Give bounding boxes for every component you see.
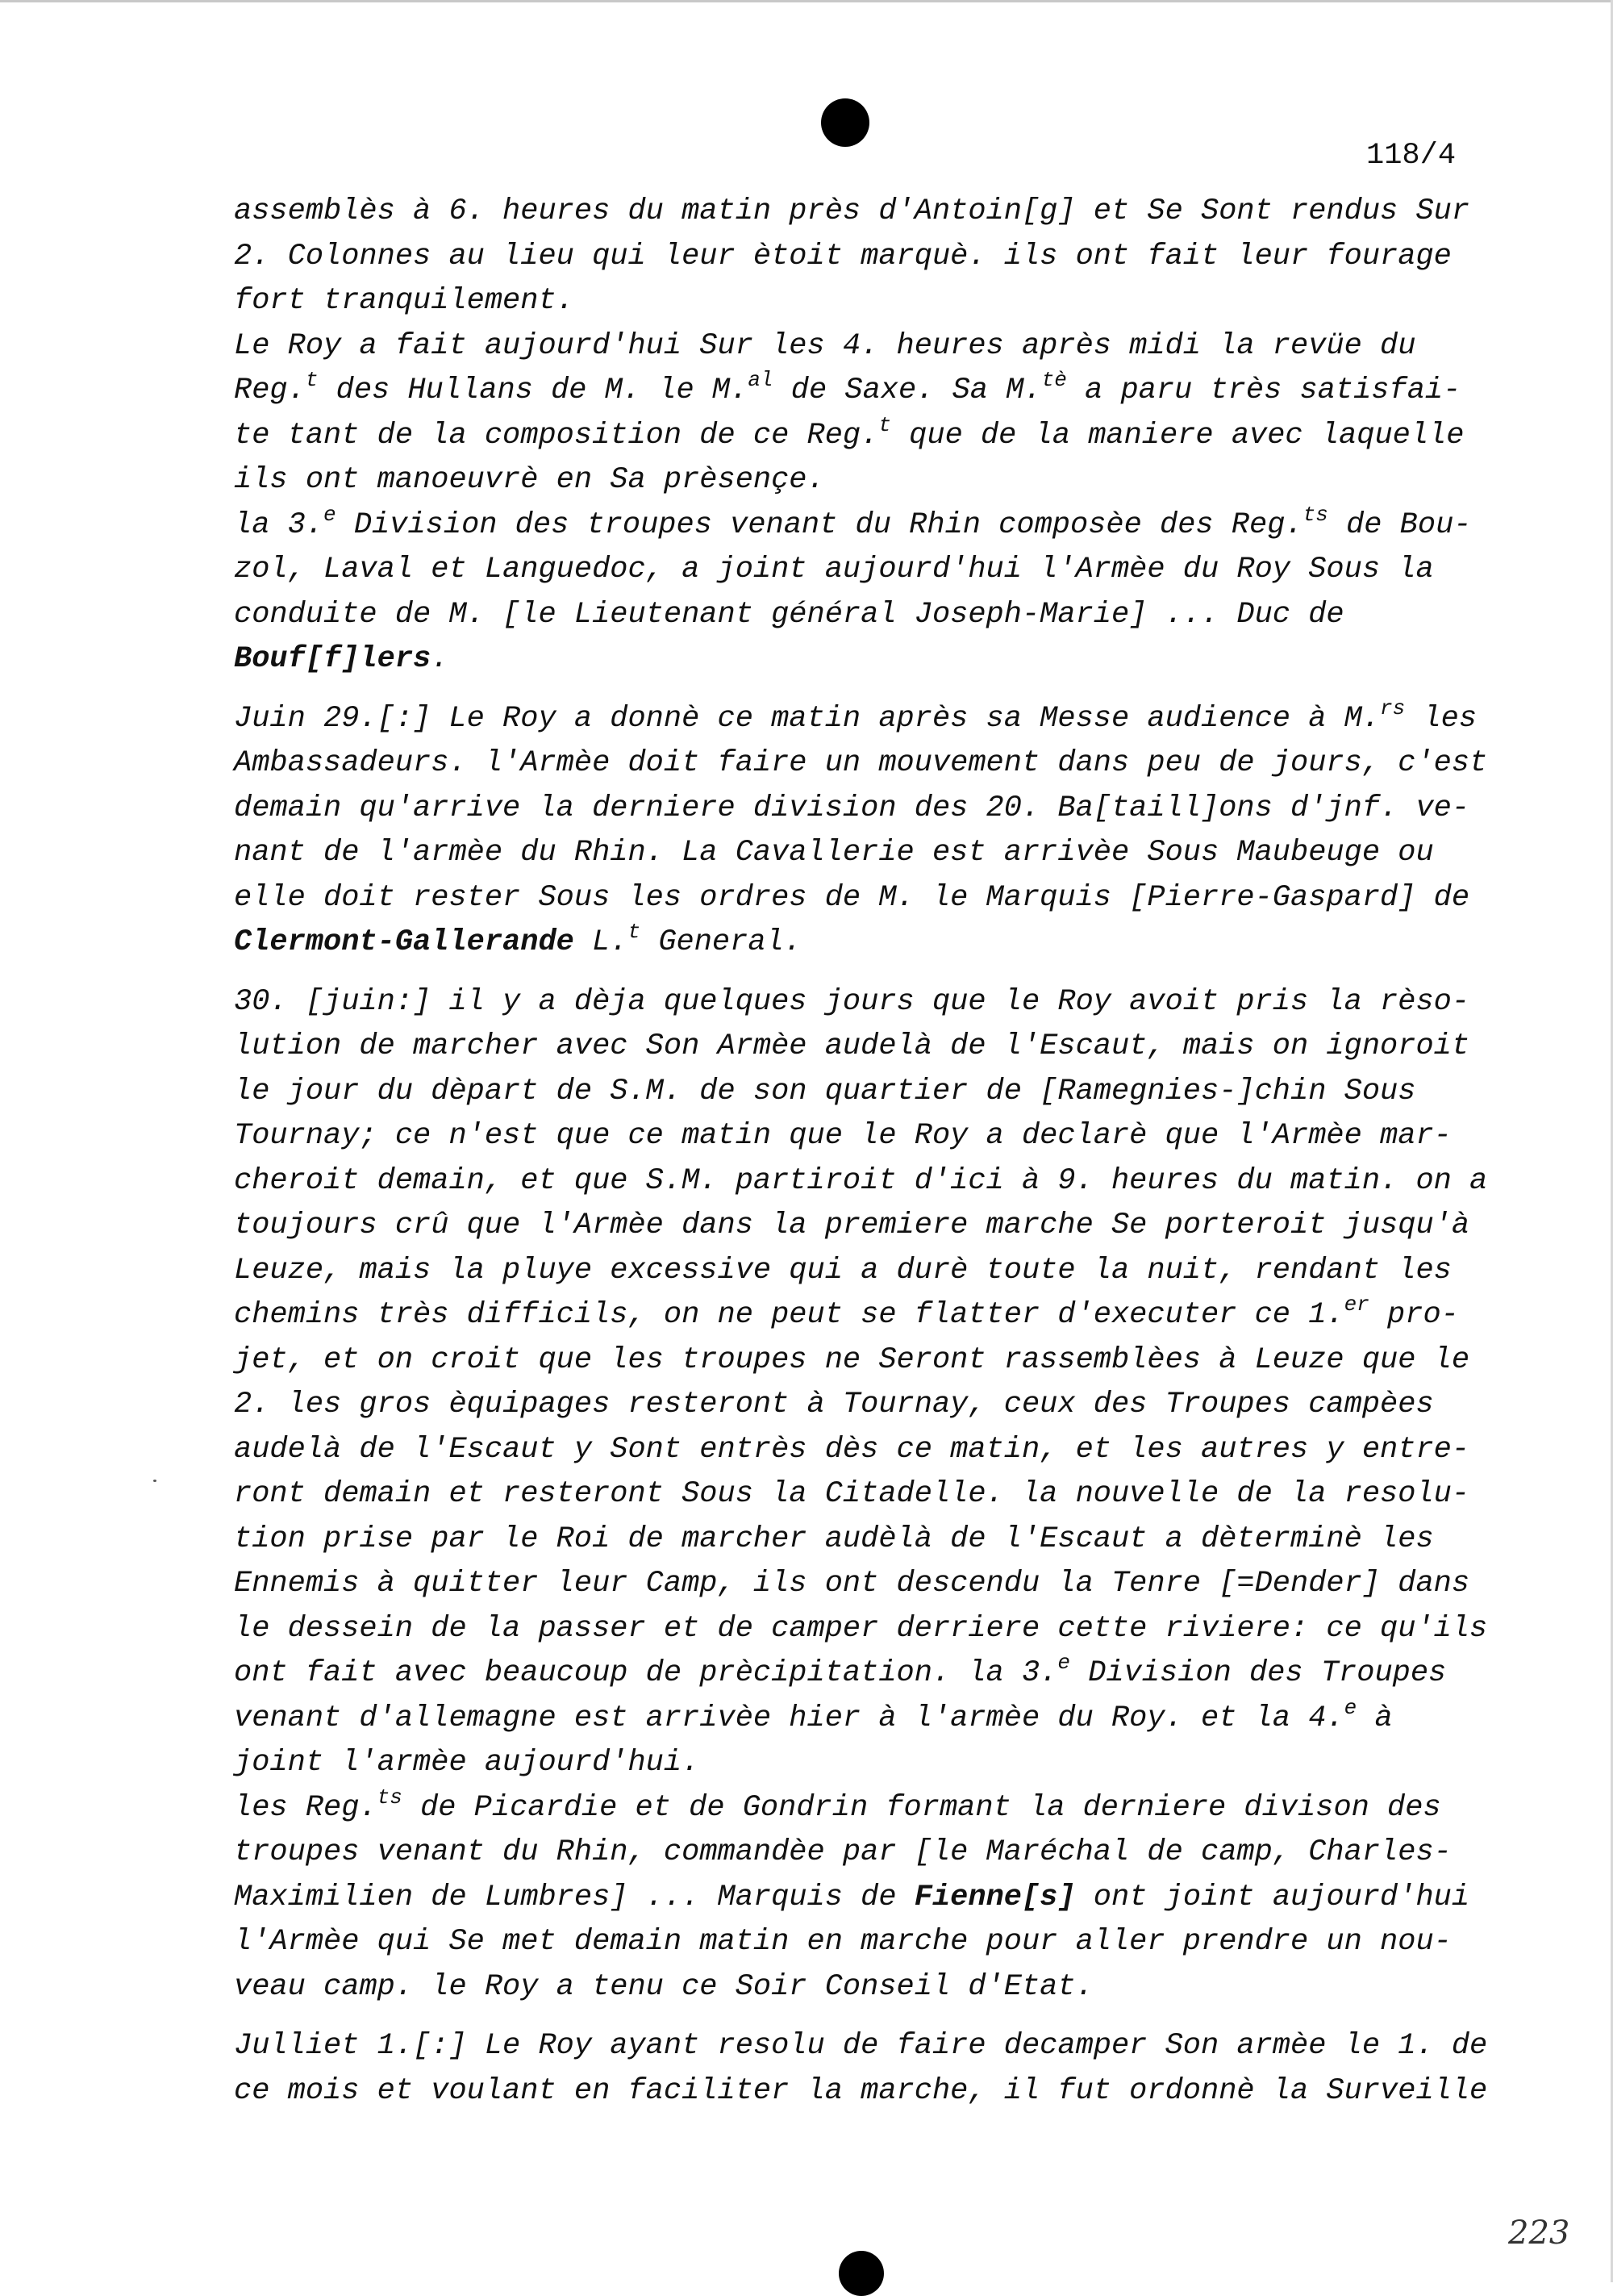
text-segment: demain qu'arrive la derniere division des 20. Ba[taill]ons d'jnf. ve- bbox=[234, 791, 1470, 825]
text-line bbox=[234, 2024, 1488, 2069]
text-line bbox=[234, 980, 1488, 1025]
text-line bbox=[234, 1741, 1488, 1786]
text-line bbox=[234, 1920, 1488, 1965]
text-line bbox=[234, 1159, 1488, 1204]
text-segment: de Picardie et de Gondrin formant la derniere divison des bbox=[402, 1790, 1441, 1825]
text-segment: Leuze, mais la pluye excessive qui a durè toute la nuit, rendant les bbox=[234, 1253, 1452, 1288]
text-segment: Reg. bbox=[234, 374, 306, 407]
text-segment: ils ont manoeuvrè en Sa prèsençe. bbox=[234, 463, 825, 497]
text-segment: chemins très difficils, on ne peut se flatter d'executer ce 1. bbox=[234, 1298, 1344, 1332]
text-line bbox=[234, 1070, 1488, 1115]
text-line bbox=[234, 1472, 1488, 1517]
text-segment: fort tranquilement. bbox=[234, 284, 574, 318]
text-segment: te tant de la composition de ce Reg. bbox=[234, 418, 879, 453]
text-segment: 30. [juin:] il y a dèja quelques jours que le Roy avoit pris la rèso- bbox=[234, 984, 1470, 1019]
text-segment: venant d'allemagne est arrivèe hier à l'armèe du Roy. et la 4. bbox=[234, 1701, 1344, 1735]
text-segment: tion prise par le Roi de marcher audèlà de l'Escaut a dèterminè les bbox=[234, 1522, 1434, 1556]
superscript: al bbox=[748, 368, 773, 392]
text-line bbox=[234, 2069, 1488, 2114]
text-segment: des Hullans de M. le M. bbox=[318, 374, 748, 407]
text-segment: zol, Laval et Languedoc, a joint aujourd'hui l'Armèe du Roy Sous la bbox=[234, 553, 1434, 587]
text-line bbox=[234, 190, 1488, 235]
text-segment: Julliet 1.[:] Le Roy ayant resolu de faire decamper Son armèe le 1. de bbox=[234, 2029, 1488, 2063]
text-line bbox=[234, 1383, 1488, 1428]
text-line bbox=[234, 1293, 1488, 1338]
text-segment: ont fait avec beaucoup de prècipitation. la 3. bbox=[234, 1656, 1058, 1690]
text-line bbox=[234, 1786, 1488, 1831]
text-segment: Maximilien de Lumbres] ... Marquis de bbox=[234, 1880, 915, 1914]
text-segment: Division des troupes venant du Rhin composèe des Reg. bbox=[336, 507, 1303, 542]
text-segment: le dessein de la passer et de camper derriere cette riviere: ce qu'ils bbox=[234, 1611, 1488, 1646]
text-segment: assemblès à 6. heures du matin près d'Antoin[g] et Se Sont rendus Sur bbox=[234, 194, 1470, 228]
text-line bbox=[234, 831, 1488, 876]
text-segment: les Reg. bbox=[234, 1790, 377, 1825]
text-line bbox=[234, 1607, 1488, 1652]
text-line bbox=[234, 1249, 1488, 1294]
text-line bbox=[234, 1114, 1488, 1159]
text-segment: Tournay; ce n'est que ce matin que le Roy a declarè que l'Armèe mar- bbox=[234, 1119, 1452, 1153]
text-line bbox=[234, 324, 1488, 369]
superscript: tè bbox=[1041, 368, 1067, 392]
text-line bbox=[234, 414, 1488, 459]
superscript: e bbox=[1057, 1651, 1070, 1675]
punch-hole-bottom bbox=[839, 2251, 884, 2296]
text-segment: . bbox=[431, 642, 449, 676]
text-line bbox=[234, 279, 1488, 324]
text-line bbox=[234, 458, 1488, 503]
text-line bbox=[234, 1651, 1488, 1697]
text-line bbox=[234, 1517, 1488, 1563]
text-line bbox=[234, 1428, 1488, 1473]
text-segment: à bbox=[1357, 1701, 1393, 1735]
text-segment: Juin 29.[:] Le Roy a donnè ce matin après sa Messe audience à M. bbox=[234, 701, 1381, 736]
text-segment: troupes venant du Rhin, commandèe par [le Maréchal de camp, Charles- bbox=[234, 1835, 1452, 1869]
text-segment: Division des Troupes bbox=[1069, 1656, 1447, 1690]
text-segment: jet, et on croit que les troupes ne Seront rassemblèes à Leuze que le bbox=[234, 1342, 1470, 1377]
text-segment: la 3. bbox=[234, 507, 324, 542]
text-line bbox=[234, 235, 1488, 280]
handwritten-folio-mark: 223 bbox=[1508, 2215, 1570, 2252]
text-line bbox=[234, 697, 1488, 742]
text-line bbox=[234, 1204, 1488, 1249]
text-line bbox=[234, 503, 1488, 549]
superscript: rs bbox=[1380, 695, 1406, 720]
text-segment: de Saxe. Sa M. bbox=[773, 374, 1042, 407]
text-line bbox=[234, 876, 1488, 921]
text-segment: L. bbox=[573, 925, 628, 959]
text-line bbox=[234, 593, 1488, 638]
text-segment: nant de l'armèe du Rhin. La Cavallerie est arrivèe Sous Maubeuge ou bbox=[234, 836, 1434, 870]
text-line bbox=[234, 1965, 1488, 2010]
text-segment: le jour du dèpart de S.M. de son quartier de [Ramegnies-]chin Sous bbox=[234, 1074, 1416, 1108]
text-line bbox=[234, 1697, 1488, 1742]
superscript: ts bbox=[1302, 502, 1328, 527]
text-line bbox=[234, 1338, 1488, 1384]
superscript: e bbox=[323, 502, 336, 527]
text-segment: veau camp. le Roy a tenu ce Soir Conseil d'Etat. bbox=[234, 1969, 1094, 2004]
text-segment: 2. les gros èquipages resteront à Tournay, ceux des Troupes campèes bbox=[234, 1388, 1434, 1421]
page-top-edge bbox=[0, 0, 1613, 2]
scan-speck bbox=[153, 1480, 156, 1482]
text-segment: de Bou- bbox=[1327, 507, 1472, 542]
paragraph-gap bbox=[234, 2010, 1488, 2024]
text-segment: 2. Colonnes au lieu qui leur ètoit marquè. ils ont fait leur fourage bbox=[234, 239, 1452, 273]
text-segment: ont joint aujourd'hui bbox=[1075, 1880, 1470, 1914]
text-segment: joint l'armèe aujourd'hui. bbox=[234, 1746, 700, 1780]
text-line bbox=[234, 637, 1488, 683]
text-segment: lution de marcher avec Son Armèe audelà de l'Escaut, mais on ignoroit bbox=[234, 1029, 1470, 1063]
text-segment: l'Armèe qui Se met demain matin en marche pour aller prendre un nou- bbox=[234, 1925, 1452, 1959]
punch-hole-top bbox=[821, 98, 869, 147]
bold-name: Clermont-Gallerande bbox=[234, 925, 574, 959]
text-segment: les bbox=[1405, 701, 1478, 736]
text-segment: Le Roy a fait aujourd'hui Sur les 4. heures après midi la revüe du bbox=[234, 328, 1416, 363]
text-line bbox=[234, 1876, 1488, 1921]
superscript: ts bbox=[377, 1785, 402, 1810]
text-segment: pro- bbox=[1369, 1298, 1459, 1332]
text-segment: toujours crû que l'Armèe dans la premiere marche Se porteroit jusqu'à bbox=[234, 1209, 1470, 1242]
text-segment: audelà de l'Escaut y Sont entrès dès ce matin, et les autres y entre- bbox=[234, 1432, 1470, 1467]
text-segment: cheroit demain, et que S.M. partiroit d'ici à 9. heures du matin. on a bbox=[234, 1163, 1488, 1198]
text-line bbox=[234, 1831, 1488, 1876]
text-line bbox=[234, 1562, 1488, 1607]
superscript: t bbox=[627, 920, 641, 944]
text-segment: Ennemis à quitter leur Camp, ils ont descendu la Tenre [=Dender] dans bbox=[234, 1567, 1470, 1601]
text-line bbox=[234, 920, 1488, 966]
text-segment: ront demain et resteront Sous la Citadelle. la nouvelle de la resolu- bbox=[234, 1477, 1470, 1511]
text-segment: Ambassadeurs. l'Armèe doit faire un mouvement dans peu de jours, c'est bbox=[234, 746, 1488, 780]
superscript: e bbox=[1344, 1695, 1357, 1720]
text-segment: General. bbox=[640, 925, 802, 959]
paragraph-gap bbox=[234, 683, 1488, 697]
page-number: 118/4 bbox=[1366, 139, 1457, 173]
superscript: t bbox=[305, 368, 319, 392]
text-line bbox=[234, 741, 1488, 787]
text-line bbox=[234, 787, 1488, 832]
superscript: t bbox=[878, 412, 891, 437]
text-line bbox=[234, 1025, 1488, 1070]
bold-name: Bouf[f]lers bbox=[234, 642, 431, 676]
text-segment: conduite de M. [le Lieutenant général Joseph-Marie] ... Duc de bbox=[234, 597, 1344, 632]
text-segment: elle doit rester Sous les ordres de M. le Marquis [Pierre-Gaspard] de bbox=[234, 880, 1470, 915]
text-segment: que de la maniere avec laquelle bbox=[890, 418, 1465, 453]
transcription-text bbox=[234, 190, 1488, 2114]
text-line bbox=[234, 548, 1488, 593]
bold-name: Fienne[s] bbox=[914, 1880, 1076, 1914]
text-line bbox=[234, 369, 1488, 414]
paragraph-gap bbox=[234, 966, 1488, 980]
text-segment: a paru très satisfai- bbox=[1066, 374, 1461, 407]
superscript: er bbox=[1344, 1292, 1369, 1317]
text-segment: ce mois et voulant en faciliter la marche, il fut ordonnè la Surveille bbox=[234, 2073, 1488, 2108]
